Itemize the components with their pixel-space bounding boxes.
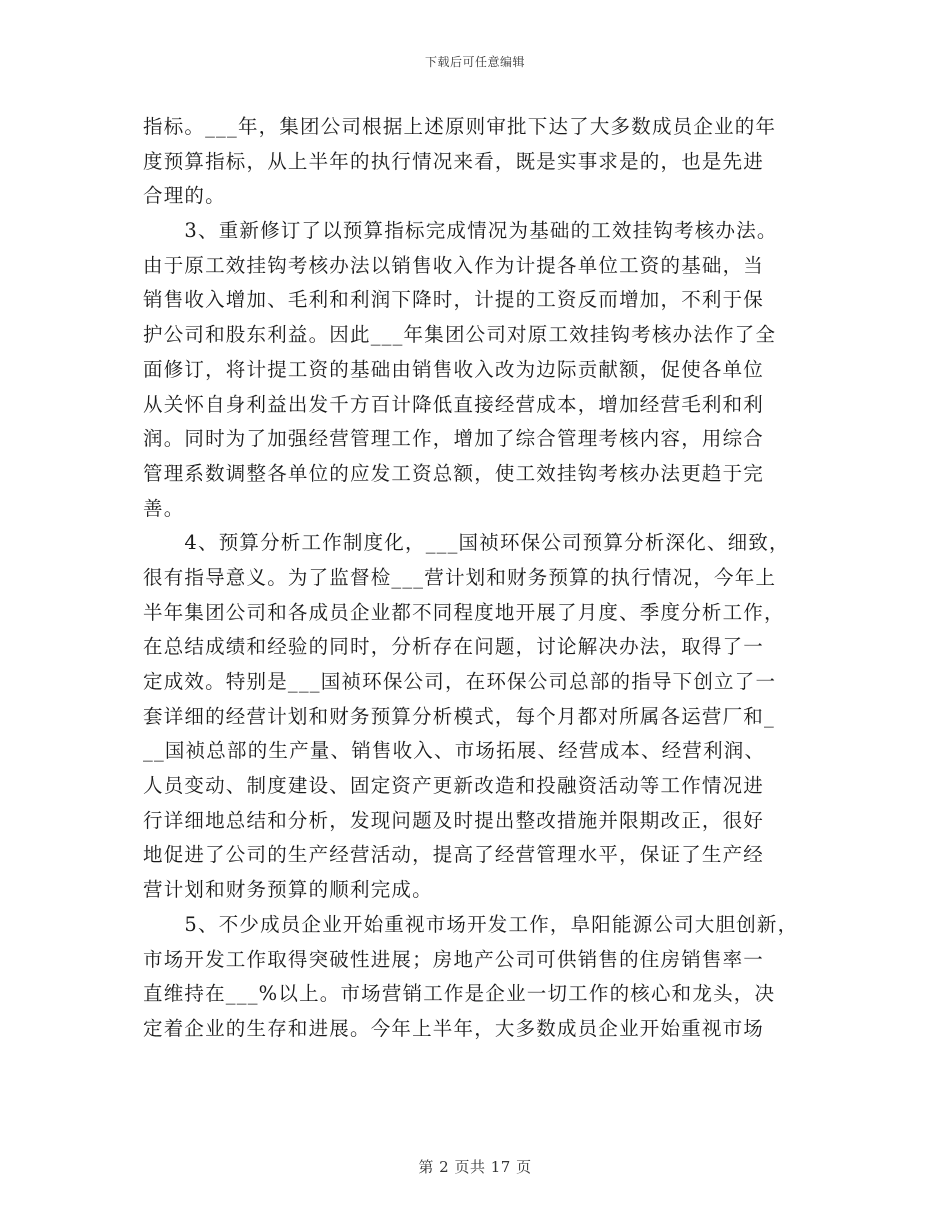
text-line: 很有指导意义。为了监督检___营计划和财务预算的执行情况，今年上 <box>143 565 777 589</box>
text-line: 定成效。特别是___国祯环保公司，在环保公司总部的指导下创立了一 <box>143 670 777 693</box>
text-line: 营计划和财务预算的顺利完成。 <box>143 878 433 902</box>
text-line: 管理系数调整各单位的应发工资总额，使工效挂钩考核办法更趋于完 <box>143 461 765 485</box>
text-line: 润。同时为了加强经营管理工作，增加了综合管理考核内容，用综合 <box>143 427 765 451</box>
page-number-footer: 第 2 页共 17 页 <box>418 1158 532 1176</box>
text-line: 市场开发工作取得突破性进展；房地产公司可供销售的住房销售率一 <box>143 947 765 971</box>
text-line: 从关怀自身利益出发千方百计降低直接经营成本，增加经营毛利和利 <box>143 392 765 416</box>
text-line: 护公司和股东利益。因此___年集团公司对原工效挂钩考核办法作了全 <box>143 323 777 347</box>
text-line: 度预算指标，从上半年的执行情况来看，既是实事求是的，也是先进 <box>143 149 765 173</box>
text-line: 4、预算分析工作制度化，___国祯环保公司预算分析深化、细致， <box>143 531 790 555</box>
text-line: 地促进了公司的生产经营活动，提高了经营管理水平，保证了生产经 <box>143 843 765 867</box>
document-body <box>143 110 803 1047</box>
text-line: 合理的。 <box>143 184 226 208</box>
page-header-note: 下载后可任意编辑 <box>424 55 525 69</box>
text-line: __国祯总部的生产量、销售收入、市场拓展、经营成本、经营利润、 <box>143 739 766 763</box>
text-line: 指标。___年，集团公司根据上述原则审批下达了大多数成员企业的年 <box>143 115 777 138</box>
text-line: 5、不少成员企业开始重视市场开发工作，阜阳能源公司大胆创新， <box>143 912 799 936</box>
text-line: 3、重新修订了以预算指标完成情况为基础的工效挂钩考核办法。 <box>143 219 778 243</box>
text-line: 善。 <box>143 496 185 520</box>
text-line: 由于原工效挂钩考核办法以销售收入作为计提各单位工资的基础，当 <box>143 253 765 277</box>
text-line: 套详细的经营计划和财务预算分析模式，每个月都对所属各运营厂和_ <box>143 704 775 728</box>
text-line: 定着企业的生存和进展。今年上半年，大多数成员企业开始重视市场 <box>143 1016 765 1040</box>
text-line: 人员变动、制度建设、固定资产更新改造和投融资活动等工作情况进 <box>143 774 765 798</box>
text-line: 半年集团公司和各成员企业都不同程度地开展了月度、季度分析工作， <box>143 600 785 624</box>
text-line: 直维持在___%以上。市场营销工作是企业一切工作的核心和龙头，决 <box>143 982 776 1006</box>
text-line: 行详细地总结和分析，发现问题及时提出整改措施并限期改正，很好 <box>143 808 765 832</box>
text-line: 面修订，将计提工资的基础由销售收入改为边际贡献额，促使各单位 <box>143 357 765 381</box>
text-line: 销售收入增加、毛利和利润下降时，计提的工资反而增加，不利于保 <box>143 288 765 312</box>
text-line: 在总结成绩和经验的同时，分析存在问题，讨论解决办法，取得了一 <box>143 635 765 659</box>
